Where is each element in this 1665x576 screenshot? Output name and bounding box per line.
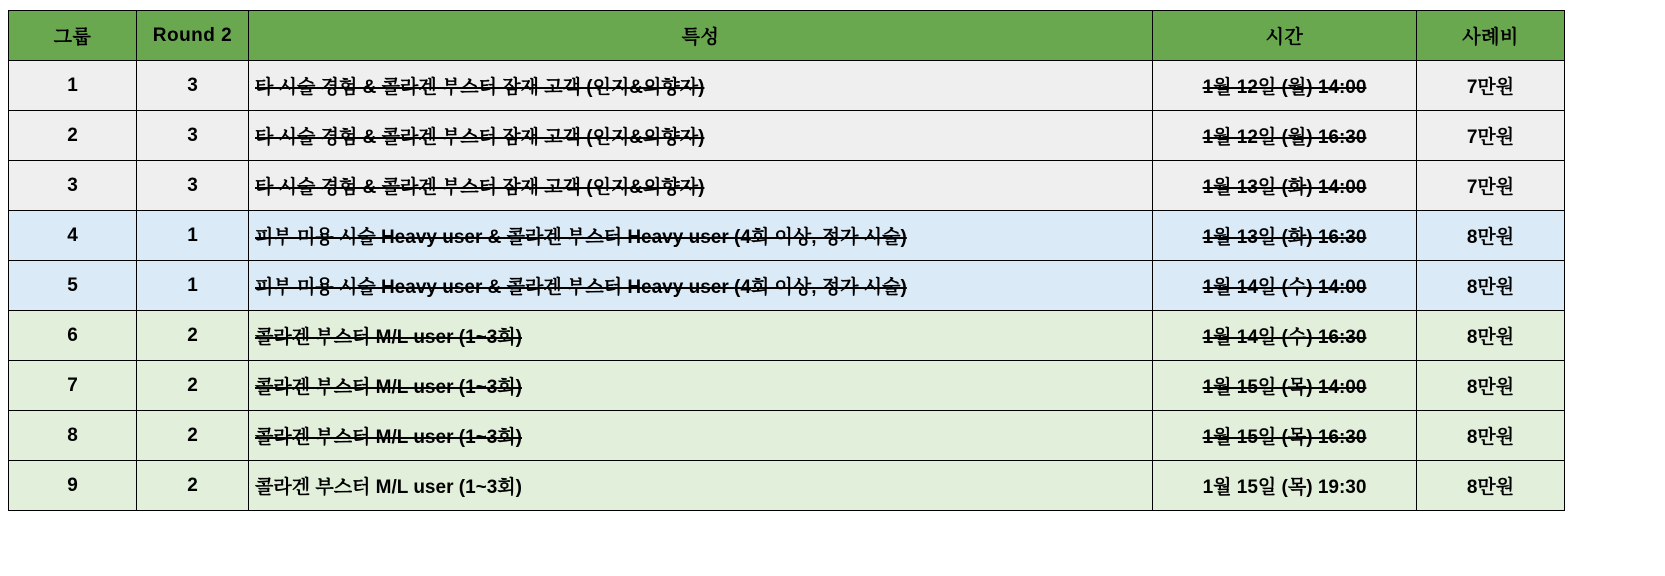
cell-fee: 8만원 — [1417, 361, 1565, 411]
cell-group: 6 — [9, 311, 137, 361]
cell-fee: 8만원 — [1417, 311, 1565, 361]
table-row — [9, 111, 1565, 161]
cell-time — [1153, 211, 1417, 261]
cell-time-text: 1월 12일 (월) 16:30 — [1202, 127, 1367, 148]
cell-trait: 콜라겐 부스터 M/L user (1~3회) — [249, 461, 1153, 511]
column-header-fee: 사례비 — [1417, 11, 1565, 61]
table-header-row — [9, 11, 1565, 61]
table-body — [9, 61, 1565, 511]
cell-round: 1 — [137, 211, 249, 261]
cell-group: 1 — [9, 61, 137, 111]
cell-group: 7 — [9, 361, 137, 411]
cell-trait-text: 콜라겐 부스터 M/L user (1~3회) — [255, 377, 522, 398]
cell-trait — [249, 111, 1153, 161]
cell-group: 8 — [9, 411, 137, 461]
cell-round: 2 — [137, 461, 249, 511]
cell-trait-text: 타 시술 경험 & 콜라겐 부스터 잠재 고객 (인지&의향자) — [255, 177, 705, 198]
cell-fee: 8만원 — [1417, 261, 1565, 311]
table-row — [9, 461, 1565, 511]
cell-time-text: 1월 14일 (수) 14:00 — [1202, 277, 1367, 298]
cell-trait — [249, 311, 1153, 361]
cell-group: 5 — [9, 261, 137, 311]
cell-trait — [249, 211, 1153, 261]
cell-trait-text: 콜라겐 부스터 M/L user (1~3회) — [255, 427, 522, 448]
cell-time — [1153, 361, 1417, 411]
cell-time-text: 1월 12일 (월) 14:00 — [1202, 77, 1367, 98]
cell-time — [1153, 111, 1417, 161]
cell-group: 2 — [9, 111, 137, 161]
table-row — [9, 261, 1565, 311]
cell-group: 9 — [9, 461, 137, 511]
column-header-round: Round 2 — [137, 11, 249, 61]
cell-time-text: 1월 13일 (화) 16:30 — [1202, 227, 1367, 248]
cell-time — [1153, 311, 1417, 361]
table-row — [9, 211, 1565, 261]
cell-round: 3 — [137, 61, 249, 111]
cell-time-text: 1월 14일 (수) 16:30 — [1202, 327, 1367, 348]
cell-fee: 7만원 — [1417, 111, 1565, 161]
cell-time — [1153, 261, 1417, 311]
cell-trait-text: 피부 미용 시술 Heavy user & 콜라겐 부스터 Heavy user (4회 이상, 정가 시술) — [255, 227, 907, 248]
cell-time-text: 1월 13일 (화) 14:00 — [1202, 177, 1367, 198]
cell-trait — [249, 261, 1153, 311]
cell-time-text: 1월 15일 (목) 16:30 — [1202, 427, 1367, 448]
table-row — [9, 161, 1565, 211]
column-header-time: 시간 — [1153, 11, 1417, 61]
cell-trait — [249, 411, 1153, 461]
column-header-group: 그룹 — [9, 11, 137, 61]
cell-fee: 8만원 — [1417, 461, 1565, 511]
cell-group: 3 — [9, 161, 137, 211]
cell-fee: 8만원 — [1417, 411, 1565, 461]
cell-time: 1월 15일 (목) 19:30 — [1153, 461, 1417, 511]
cell-fee: 8만원 — [1417, 211, 1565, 261]
cell-trait — [249, 61, 1153, 111]
table-header — [9, 11, 1565, 61]
cell-trait — [249, 361, 1153, 411]
cell-round: 2 — [137, 411, 249, 461]
table-row — [9, 311, 1565, 361]
cell-round: 3 — [137, 161, 249, 211]
cell-trait-text: 피부 미용 시술 Heavy user & 콜라겐 부스터 Heavy user (4회 이상, 정가 시술) — [255, 277, 907, 298]
cell-trait-text: 콜라겐 부스터 M/L user (1~3회) — [255, 327, 522, 348]
cell-group: 4 — [9, 211, 137, 261]
table-row — [9, 61, 1565, 111]
cell-trait — [249, 161, 1153, 211]
cell-time — [1153, 61, 1417, 111]
table-row — [9, 361, 1565, 411]
cell-round: 2 — [137, 311, 249, 361]
cell-round: 2 — [137, 361, 249, 411]
cell-fee: 7만원 — [1417, 161, 1565, 211]
cell-time-text: 1월 15일 (목) 14:00 — [1202, 377, 1367, 398]
column-header-trait: 특성 — [249, 11, 1153, 61]
cell-round: 1 — [137, 261, 249, 311]
cell-trait-text: 타 시술 경험 & 콜라겐 부스터 잠재 고객 (인지&의향자) — [255, 77, 705, 98]
schedule-table — [8, 10, 1565, 511]
cell-time — [1153, 161, 1417, 211]
cell-trait-text: 타 시술 경험 & 콜라겐 부스터 잠재 고객 (인지&의향자) — [255, 127, 705, 148]
table-row — [9, 411, 1565, 461]
cell-round: 3 — [137, 111, 249, 161]
cell-time — [1153, 411, 1417, 461]
cell-fee: 7만원 — [1417, 61, 1565, 111]
